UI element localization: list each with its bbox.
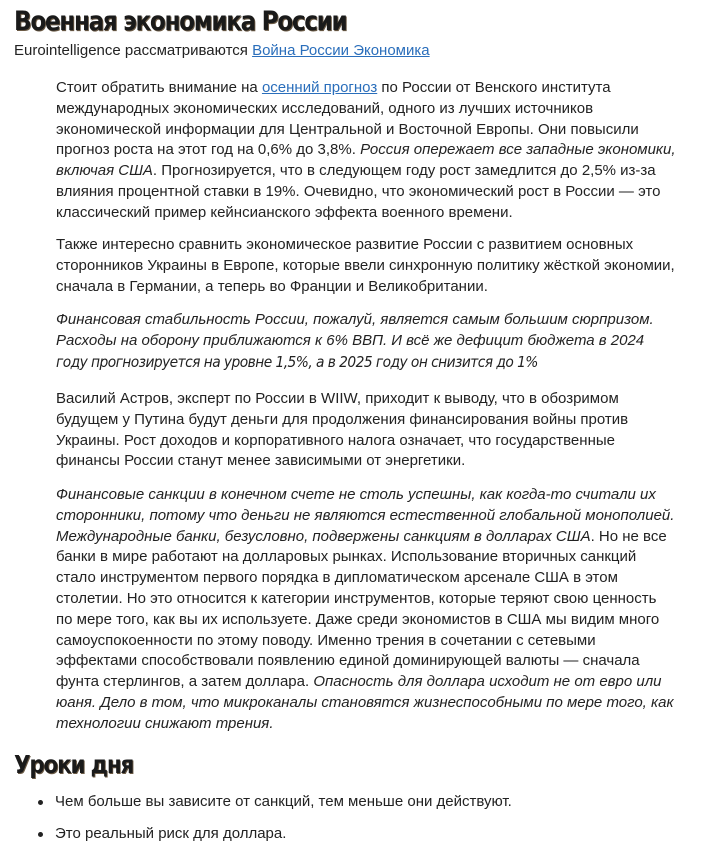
lessons-list <box>0 792 512 856</box>
paragraph-sanctions <box>56 485 676 735</box>
p5-italic-b: Опасность для доллара исходит не от евро или юаня. Дело в том, что микроканалы становятся жизнеспособными по мере того, как технологии снижают трения. <box>56 673 674 732</box>
list-item <box>55 824 512 844</box>
p3-italic-a: Финансовая стабильность России, пожалуй, является самым большим сюрпризом. Расходы на оборону приближаются к 6% ВВП. И всё же дефицит бюджета в 2024 <box>56 311 654 349</box>
lesson-text: Это реальный риск для доллара. <box>55 825 287 842</box>
bullet-icon <box>38 832 43 837</box>
byline-prefix: Eurointelligence рассматриваются <box>14 42 253 59</box>
byline-tag-link[interactable]: Война России Экономика <box>252 42 430 59</box>
lessons-heading: Уроки дня <box>14 750 134 779</box>
bullet-icon <box>38 800 43 805</box>
list-item <box>55 792 512 812</box>
p1-text-c: . Прогнозируется, что в следующем году рост замедлится до 2,5% из-за влияния процентной ставки в 19%. Очевидно, что экономический рост в России — это классический пример кейнсианского эффекта военного времени. <box>56 162 661 221</box>
p5-italic-a: Финансовые санкции в конечном счете не столь успешны, как когда-то считали их сторонники, потому что деньги не являются естественной глобальной монополией. Международные банки, безусловно, подвержены санкциям в долларах США <box>56 486 675 545</box>
p1-text-b: по России от Венского института международных экономических исследований, одного из лучших источников экономической информации для Центральной и Восточной Европы. Они повысили прогноз роста на этот год на 0,6% до 3,8%. <box>56 79 639 159</box>
paragraph-astrov: Василий Астров, эксперт по России в WIIW, приходит к выводу, что в обозримом будущем у Путина будут деньги для продолжения финансирования войны против Украины. Рост доходов и корпоративного налога означает, что государственные финансы России станут менее зависимыми от энергетики. <box>56 390 629 470</box>
autumn-forecast-link[interactable]: осенний прогноз <box>261 79 378 96</box>
p3-italic-b: году прогнозируется на уровне 1,5%, а в 2025 году он снизится до 1% <box>56 352 538 371</box>
p1-italic: Россия опережает все западные экономики, включая США <box>56 141 676 180</box>
lesson-text: Чем больше вы зависите от санкций, тем меньше они действуют. <box>55 793 512 810</box>
p1-text-a: Стоит обратить внимание на <box>56 79 262 96</box>
paragraph-forecast <box>56 78 676 224</box>
p5-text: . Но не все банки в мире работают на долларовых рынках. Использование вторичных санкций стало инструментом первого порядка в дипломатическом арсенале США в этом столетии. Но это относится к категории инструментов, которые теряют свою ценность по мере того, как вы их используете. Даже среди экономистов в США мы видим много самоуспокоенности по этому поводу. Именно трения в сочетании с сетевыми эффектами способствовали появлению единой доминирующей валюты — сначала фунта стерлингов, а затем доллара. <box>56 527 667 691</box>
paragraph-comparison: Также интересно сравнить экономическое развитие России с развитием основных сторонников Украины в Европе, которые ввели синхронную политику жёсткой экономии, сначала в Германии, а теперь во Франции и Великобритании. <box>56 236 675 295</box>
article-title: Военная экономика России <box>14 6 347 37</box>
paragraph-financial-stability <box>56 310 676 373</box>
byline <box>14 41 430 61</box>
